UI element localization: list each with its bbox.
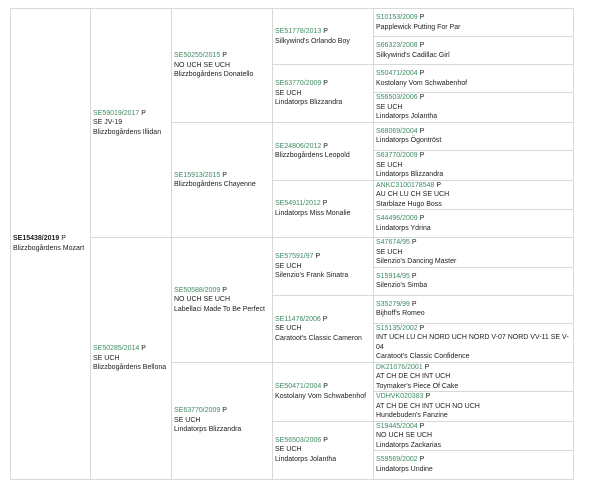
registration-suffix: P: [419, 422, 425, 430]
titles: NO UCH SE UCH: [174, 61, 231, 69]
registration-suffix: P: [411, 272, 417, 280]
registration-link[interactable]: S66323/2008: [376, 42, 418, 50]
dog-cell: [374, 392, 574, 422]
dog-cell: [374, 267, 574, 295]
registration-link[interactable]: SE11476/2006: [275, 315, 321, 323]
registration-suffix: P: [419, 456, 425, 464]
registration-suffix: P: [419, 152, 425, 159]
registration-line: [174, 171, 270, 181]
registration-suffix: P: [222, 286, 227, 294]
registration-link[interactable]: SE50255/2015: [174, 52, 221, 60]
titles: SE UCH: [93, 354, 120, 362]
registration-line: [93, 344, 169, 354]
dog-name: Blizzbogårdens Bellona: [93, 364, 167, 372]
dog-name: Lindatorps Undine: [376, 465, 433, 473]
dog-name: Blizzbogårdens Donatello: [174, 71, 254, 79]
registration-suffix: P: [323, 383, 328, 391]
dog-cell: [374, 238, 574, 268]
dog-name: Bijhoff's Romeo: [376, 310, 425, 318]
dog-cell: [273, 295, 374, 362]
registration-link[interactable]: S50471/2004: [376, 70, 418, 78]
dog-cell: [91, 9, 172, 238]
dog-cell: [273, 362, 374, 421]
registration-line: [376, 324, 571, 334]
titles: SE UCH: [376, 161, 403, 169]
registration-suffix: P: [323, 28, 328, 36]
registration-suffix: P: [411, 300, 417, 308]
dog-cell: [172, 9, 273, 123]
registration-link[interactable]: SE50471/2004: [275, 383, 322, 391]
registration-link[interactable]: SE50588/2009: [174, 286, 221, 294]
registration-suffix: P: [323, 436, 328, 444]
titles: SE UCH: [275, 89, 302, 97]
registration-link[interactable]: SE59019/2017: [93, 109, 140, 117]
registration-link[interactable]: SE57591/97: [275, 253, 314, 261]
registration-line: [13, 234, 88, 244]
dog-cell: [273, 9, 374, 65]
titles: SE UCH: [376, 103, 403, 111]
registration-link[interactable]: S15135/2002: [376, 324, 418, 332]
dog-cell: [374, 451, 574, 479]
dog-name: Caratoot's Classic Confidence: [376, 353, 470, 361]
pedigree-table: [10, 8, 574, 480]
registration-line: [376, 455, 571, 465]
registration-line: [275, 252, 371, 262]
registration-suffix: P: [419, 94, 425, 102]
registration-link[interactable]: SE56503/2006: [275, 436, 322, 444]
dog-name: Blizzbogårdens Leopold: [275, 152, 350, 160]
registration-suffix: P: [436, 181, 442, 189]
titles: SE JV-19: [93, 119, 123, 127]
titles: AU CH LU CH SE UCH: [376, 191, 450, 198]
dog-cell: [172, 238, 273, 363]
titles: INT UCH LU CH NORD UCH NORD V-07 NORD VV-11 SE V-04: [376, 334, 569, 351]
dog-name: Lindatorps Jolantha: [275, 455, 337, 463]
titles: AT CH DE CH INT UCH NO UCH: [376, 402, 480, 410]
registration-link[interactable]: S63770/2009: [376, 152, 418, 159]
registration-line: [376, 238, 571, 248]
dog-name: Silenzio's Dancing Master: [376, 258, 457, 266]
dog-cell: [273, 180, 374, 238]
pedigree-body: [11, 9, 574, 480]
registration-link[interactable]: VDHVK020383: [376, 393, 424, 401]
registration-link[interactable]: S35279/99: [376, 300, 410, 308]
dog-name: Kostolany Vom Schwabenhof: [376, 79, 468, 87]
registration-line: [376, 392, 571, 402]
dog-name: Labellaci Made To Be Perfect: [174, 305, 265, 313]
registration-link[interactable]: SE50285/2014: [93, 345, 140, 353]
registration-line: [93, 109, 169, 119]
registration-line: [376, 422, 571, 432]
registration-suffix: P: [419, 324, 425, 332]
titles: SE UCH: [376, 248, 403, 256]
dog-name: Lindatorps Blizzandra: [376, 171, 444, 178]
dog-name: Toymaker's Piece Of Cake: [376, 382, 459, 390]
titles: SE UCH: [275, 262, 302, 270]
registration-link[interactable]: SE63770/2009: [174, 407, 221, 415]
dog-cell: [172, 122, 273, 237]
registration-link[interactable]: DK21076/2001: [376, 363, 423, 371]
registration-link[interactable]: SE54911/2012: [275, 200, 321, 208]
registration-suffix: P: [222, 407, 227, 415]
registration-link[interactable]: S59569/2002: [376, 456, 418, 464]
registration-line: [376, 93, 571, 103]
dog-name: Silkywind's Orlando Boy: [275, 37, 350, 45]
dog-name: Hundebuden's Fanzine: [376, 412, 448, 420]
registration-line: [174, 406, 270, 416]
registration-link[interactable]: ANKC3100178548: [376, 181, 435, 189]
registration-line: [376, 127, 571, 137]
dog-cell: [374, 122, 574, 150]
dog-cell: [172, 362, 273, 479]
dog-name: Silkywind's Cadillac Girl: [376, 51, 450, 59]
registration-line: [275, 436, 371, 446]
dog-cell: [374, 362, 574, 392]
dog-cell: [374, 151, 574, 181]
dog-name: Lindatorps Blizzandra: [174, 426, 242, 434]
dog-name: Caratoot's Classic Cameron: [275, 334, 362, 342]
registration-suffix: P: [419, 215, 425, 223]
titles: SE UCH: [275, 325, 302, 333]
titles: NO UCH SE UCH: [174, 296, 231, 304]
registration-line: [275, 27, 371, 37]
dog-name: Lindatorps Ydrina: [376, 224, 431, 232]
registration-line: [376, 69, 571, 79]
dog-cell: [374, 323, 574, 362]
dog-cell: [374, 180, 574, 210]
registration-suffix: P: [315, 253, 321, 261]
registration-line: [275, 199, 371, 209]
registration-link[interactable]: SE15913/2015: [174, 171, 221, 179]
registration-line: [275, 382, 371, 392]
registration-link[interactable]: SE51778/2013: [275, 28, 322, 36]
dog-name: Blizzbogårdens Mozart: [13, 244, 85, 252]
dog-name: Papplewick Putting For Par: [376, 23, 461, 31]
dog-cell: [273, 421, 374, 479]
dog-cell: [273, 238, 374, 296]
registration-suffix: P: [322, 315, 328, 323]
registration-line: [174, 286, 270, 296]
registration-line: [275, 79, 371, 89]
titles: SE UCH: [275, 446, 302, 454]
registration-line: [275, 142, 371, 152]
registration-line: [275, 315, 371, 325]
titles: SE UCH: [174, 416, 201, 424]
dog-cell: [374, 421, 574, 451]
dog-cell: [374, 37, 574, 65]
dog-cell: [374, 93, 574, 123]
registration-suffix: P: [323, 142, 328, 150]
registration-line: [376, 300, 571, 310]
registration-line: [376, 181, 571, 191]
registration-link[interactable]: S56503/2006: [376, 94, 418, 102]
registration-link[interactable]: S15914/95: [376, 272, 410, 280]
registration-link: SE15438/2019: [13, 235, 60, 243]
dog-name: Silenzio's Frank Sinatra: [275, 272, 349, 280]
registration-link[interactable]: S44496/2009: [376, 215, 418, 223]
dog-cell: [374, 295, 574, 323]
registration-link[interactable]: S47674/95: [376, 239, 410, 247]
dog-name: Lindatorps Zackarias: [376, 441, 441, 449]
dog-cell: [11, 9, 91, 480]
registration-line: [376, 363, 571, 373]
registration-suffix: P: [141, 109, 146, 117]
registration-line: [376, 13, 571, 23]
registration-link[interactable]: S68069/2004: [376, 127, 418, 135]
dog-cell: [273, 65, 374, 123]
registration-link[interactable]: SE24806/2012: [275, 142, 322, 150]
dog-name: Lindatorps Ögontröst: [376, 137, 442, 145]
registration-suffix: P: [425, 393, 431, 401]
registration-suffix: P: [419, 127, 425, 135]
titles: NO UCH SE UCH: [376, 432, 433, 440]
dog-name: Blizzbogårdens Illidan: [93, 128, 162, 136]
dog-cell: [273, 122, 374, 180]
registration-line: [376, 214, 571, 224]
registration-line: [376, 272, 571, 282]
registration-suffix: P: [419, 70, 425, 78]
pedigree-row: [11, 9, 574, 37]
dog-name: Blizzbogårdens Chayenne: [174, 181, 256, 188]
registration-link[interactable]: S10153/2009: [376, 14, 418, 22]
dog-name: Starblaze Hugo Boss: [376, 200, 442, 208]
registration-line: [174, 51, 270, 61]
dog-cell: [374, 65, 574, 93]
registration-suffix: P: [322, 200, 328, 208]
dog-cell: [374, 210, 574, 238]
registration-suffix: P: [424, 363, 430, 371]
dog-name: Silenzio's Simba: [376, 282, 428, 290]
registration-suffix: P: [61, 235, 66, 243]
registration-link[interactable]: SE63770/2009: [275, 80, 322, 88]
registration-suffix: P: [419, 14, 425, 22]
registration-suffix: P: [323, 80, 328, 88]
registration-suffix: P: [411, 239, 417, 247]
registration-line: [376, 151, 571, 161]
pedigree-row: [11, 238, 574, 268]
dog-name: Lindatorps Miss Monalie: [275, 209, 351, 217]
registration-link[interactable]: S19445/2004: [376, 422, 418, 430]
dog-cell: [91, 238, 172, 479]
registration-suffix: P: [419, 42, 425, 50]
dog-name: Kostolany Vom Schwabenhof: [275, 392, 367, 400]
registration-suffix: P: [222, 52, 227, 60]
titles: AT CH DE CH INT UCH: [376, 373, 451, 381]
registration-suffix: P: [222, 171, 227, 179]
registration-suffix: P: [141, 345, 146, 353]
registration-line: [376, 41, 571, 51]
dog-name: Lindatorps Jolantha: [376, 113, 438, 121]
dog-name: Lindatorps Blizzandra: [275, 99, 343, 107]
dog-cell: [374, 9, 574, 37]
